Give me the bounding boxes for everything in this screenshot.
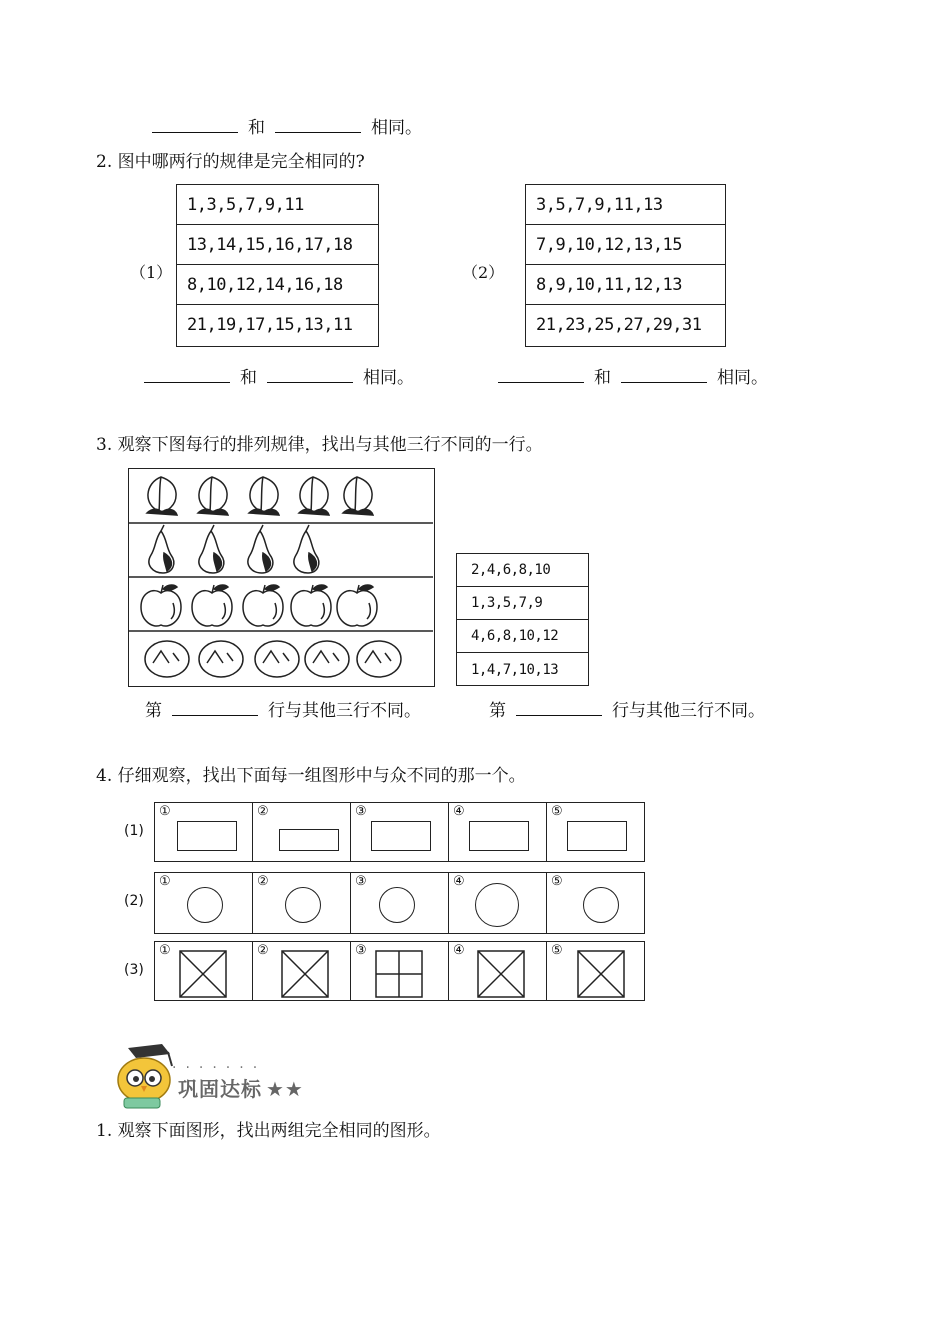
table-row: 13,14,15,16,17,18: [177, 225, 378, 265]
orange-icon: [199, 641, 243, 677]
table-row: 8,9,10,11,12,13: [526, 265, 725, 305]
divided-square-shape: [375, 950, 423, 998]
q4-title: 4. 仔细观察，找出下面每一组图形中与众不同的那一个。: [96, 766, 526, 786]
shape-cell[interactable]: ④: [449, 803, 547, 861]
circle-shape: [187, 887, 223, 923]
pear-icon: [149, 525, 174, 573]
q2-table-2: [525, 184, 726, 347]
shape-cell[interactable]: ③: [351, 803, 449, 861]
star-icons: ★★: [266, 1077, 304, 1101]
q3-answer-1: 第 行与其他三行不同。: [145, 701, 421, 721]
q3-title: 3. 观察下图每行的排列规律，找出与其他三行不同的一行。: [96, 435, 543, 455]
shape-cell[interactable]: ⑤: [547, 942, 644, 1000]
answer-blank[interactable]: [498, 368, 584, 383]
rectangle-shape: [371, 821, 431, 851]
circle-shape: [475, 883, 519, 927]
orange-icon: [305, 641, 349, 677]
rectangle-shape: [469, 821, 529, 851]
q3-number-table: [456, 553, 589, 686]
apple-row: [141, 585, 377, 626]
pear-icon: [294, 525, 319, 573]
fruit-grid: [128, 468, 435, 687]
circle-shape: [583, 887, 619, 923]
q3-answer-2: 第 行与其他三行不同。: [489, 701, 765, 721]
q2-label-2: （2）: [462, 263, 505, 282]
q4-group-3: [154, 941, 645, 1001]
section-header: [110, 1040, 350, 1112]
pear-row: [149, 525, 319, 573]
peach-row: [147, 477, 373, 515]
apple-icon: [291, 585, 331, 626]
answer-blank[interactable]: [621, 368, 707, 383]
table-row: 2,4,6,8,10: [457, 554, 588, 587]
rectangle-shape: [177, 821, 237, 851]
decorative-dots: ·······: [172, 1060, 267, 1076]
pear-icon: [199, 525, 224, 573]
q4-group-2: [154, 872, 645, 934]
q4-group-1: [154, 802, 645, 862]
p1-title: 1. 观察下面图形，找出两组完全相同的图形。: [96, 1121, 441, 1141]
orange-row: [145, 641, 401, 677]
answer-blank[interactable]: [152, 118, 238, 133]
q4-row-label-1: (1): [124, 823, 144, 839]
peach-icon: [343, 477, 373, 515]
apple-icon: [337, 585, 377, 626]
owl-mascot-icon: [110, 1040, 180, 1112]
answer-blank[interactable]: [267, 368, 353, 383]
table-row: 1,3,5,7,9,11: [177, 185, 378, 225]
table-row: 8,10,12,14,16,18: [177, 265, 378, 305]
answer-blank[interactable]: [516, 701, 602, 716]
orange-icon: [357, 641, 401, 677]
shape-cell[interactable]: ②: [253, 803, 351, 861]
table-row: 21,23,25,27,29,31: [536, 315, 702, 335]
peach-icon: [299, 477, 329, 515]
shape-cell[interactable]: ③: [351, 942, 449, 1000]
fruit-illustration: [129, 469, 433, 685]
shape-cell[interactable]: ③: [351, 873, 449, 933]
shape-cell[interactable]: ①: [155, 873, 253, 933]
answer-blank[interactable]: [144, 368, 230, 383]
peach-icon: [198, 477, 228, 515]
answer-blank[interactable]: [172, 701, 258, 716]
answer-blank[interactable]: [275, 118, 361, 133]
crossed-square-shape: [179, 950, 227, 998]
circle-shape: [379, 887, 415, 923]
table-row: 1,4,7,10,13: [471, 661, 559, 678]
q4-row-label-2: (2): [124, 893, 144, 909]
q2-title: 2. 图中哪两行的规律是完全相同的?: [96, 152, 365, 172]
peach-icon: [147, 477, 177, 515]
table-row: 4,6,8,10,12: [457, 620, 588, 653]
crossed-square-shape: [577, 950, 625, 998]
shape-cell[interactable]: ①: [155, 942, 253, 1000]
table-row: 3,5,7,9,11,13: [526, 185, 725, 225]
table-row: 21,19,17,15,13,11: [187, 315, 353, 335]
crossed-square-shape: [477, 950, 525, 998]
shape-cell[interactable]: ②: [253, 942, 351, 1000]
circle-shape: [285, 887, 321, 923]
shape-cell[interactable]: ④: [449, 873, 547, 933]
shape-cell[interactable]: ②: [253, 873, 351, 933]
rectangle-shape: [567, 821, 627, 851]
orange-icon: [255, 641, 299, 677]
shape-cell[interactable]: ①: [155, 803, 253, 861]
shape-cell[interactable]: ⑤: [547, 873, 644, 933]
q2-table-1: [176, 184, 379, 347]
rectangle-shape: [279, 829, 339, 851]
top-answer-line: 和 相同。: [152, 118, 422, 138]
apple-icon: [192, 585, 232, 626]
orange-icon: [145, 641, 189, 677]
shape-cell[interactable]: ⑤: [547, 803, 644, 861]
shape-cell[interactable]: ④: [449, 942, 547, 1000]
table-row: 1,3,5,7,9: [457, 587, 588, 620]
pear-icon: [248, 525, 273, 573]
q2-label-1: （1）: [130, 263, 173, 282]
q4-row-label-3: (3): [124, 962, 144, 978]
apple-icon: [141, 585, 181, 626]
apple-icon: [243, 585, 283, 626]
section-title: 巩固达标 ★★: [178, 1077, 304, 1101]
table-row: 7,9,10,12,13,15: [526, 225, 725, 265]
q2-answer-2: 和 相同。: [498, 368, 768, 388]
q2-answer-1: 和 相同。: [144, 368, 414, 388]
crossed-square-shape: [281, 950, 329, 998]
peach-icon: [249, 477, 279, 515]
